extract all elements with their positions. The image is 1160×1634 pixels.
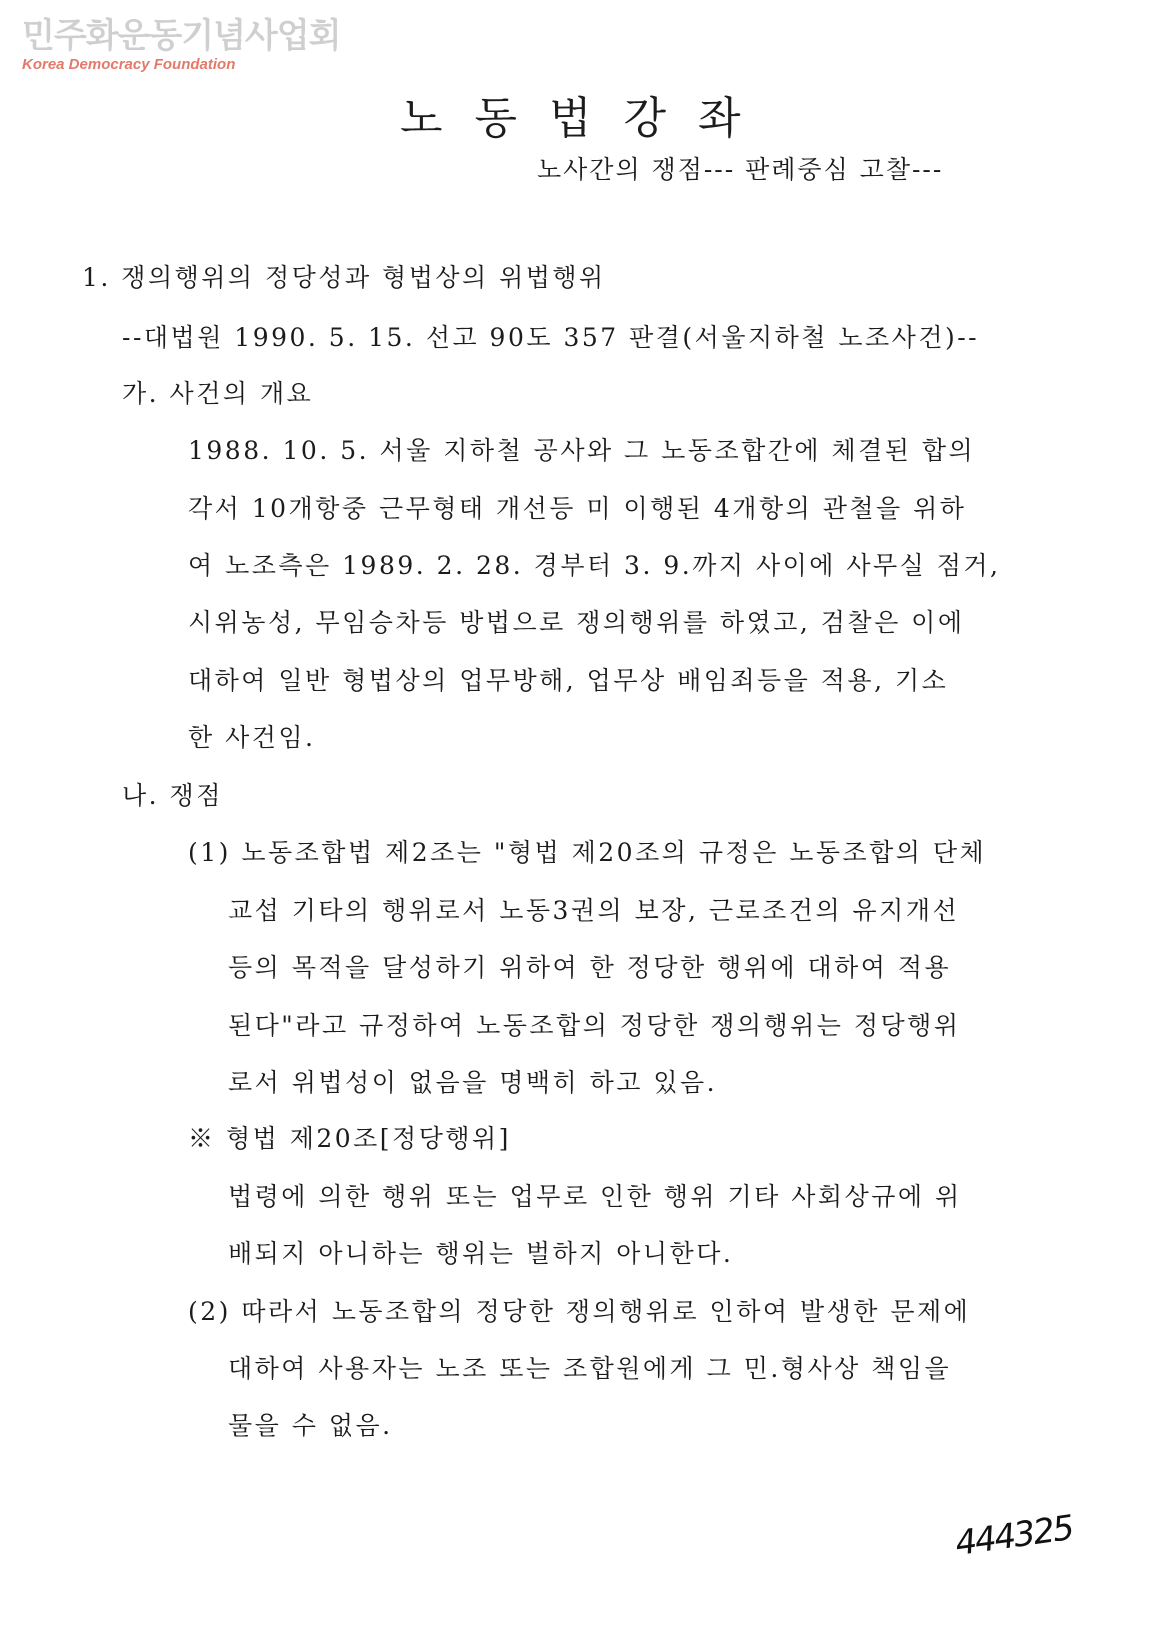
body-line: (1) 노동조합법 제2조는 "형법 제20조의 규정은 노동조합의 단체	[188, 838, 987, 867]
body-line: 1988. 10. 5. 서울 지하철 공사와 그 노동조합간에 체결된 합의	[188, 436, 976, 465]
case-citation: --대법원 1990. 5. 15. 선고 90도 357 판결(서울지하철 노조사건)--	[122, 323, 980, 352]
document-subtitle: 노사간의 쟁점--- 판례중심 고찰---	[537, 155, 944, 184]
body-line: 시위농성, 무임승차등 방법으로 쟁의행위를 하였고, 검찰은 이에	[188, 608, 965, 637]
body-line: 각서 10개항중 근무형태 개선등 미 이행된 4개항의 관철을 위하	[188, 494, 967, 523]
body-line: 법령에 의한 행위 또는 업무로 인한 행위 기타 사회상규에 위	[228, 1182, 962, 1211]
watermark-logo	[22, 16, 340, 74]
subsection-heading: 가. 사건의 개요	[122, 379, 314, 408]
watermark-english: Korea Democracy Foundation	[22, 56, 236, 73]
watermark-korean: 민주화운동기념사업회	[22, 16, 341, 56]
body-line: (2) 따라서 노동조합의 정당한 쟁의행위로 인하여 발생한 문제에	[188, 1297, 971, 1326]
body-line: 로서 위법성이 없음을 명백히 하고 있음.	[228, 1068, 718, 1097]
note-heading: ※ 형법 제20조[정당행위]	[188, 1124, 511, 1153]
body-line: 물을 수 없음.	[228, 1411, 393, 1440]
document-title: 노동법강좌	[400, 93, 773, 144]
body-line: 교섭 기타의 행위로서 노동3권의 보장, 근로조건의 유지개선	[228, 896, 960, 925]
body-line: 된다"라고 규정하여 노동조합의 정당한 쟁의행위는 정당행위	[228, 1011, 961, 1040]
subsection-heading: 나. 쟁점	[122, 781, 223, 810]
handwritten-page-number: 444325	[952, 1507, 1076, 1565]
body-line: 대하여 일반 형법상의 업무방해, 업무상 배임죄등을 적용, 기소	[188, 666, 949, 695]
body-line: 여 노조측은 1989. 2. 28. 경부터 3. 9.까지 사이에 사무실 점거,	[188, 551, 1001, 580]
body-line: 한 사건임.	[188, 723, 316, 752]
body-line: 등의 목적을 달성하기 위하여 한 정당한 행위에 대하여 적용	[228, 953, 952, 982]
body-line: 대하여 사용자는 노조 또는 조합원에게 그 민.형사상 책임을	[228, 1354, 952, 1383]
body-line: 배되지 아니하는 행위는 벌하지 아니한다.	[228, 1239, 734, 1268]
section-heading: 1. 쟁의행위의 정당성과 형법상의 위법행위	[82, 263, 606, 292]
